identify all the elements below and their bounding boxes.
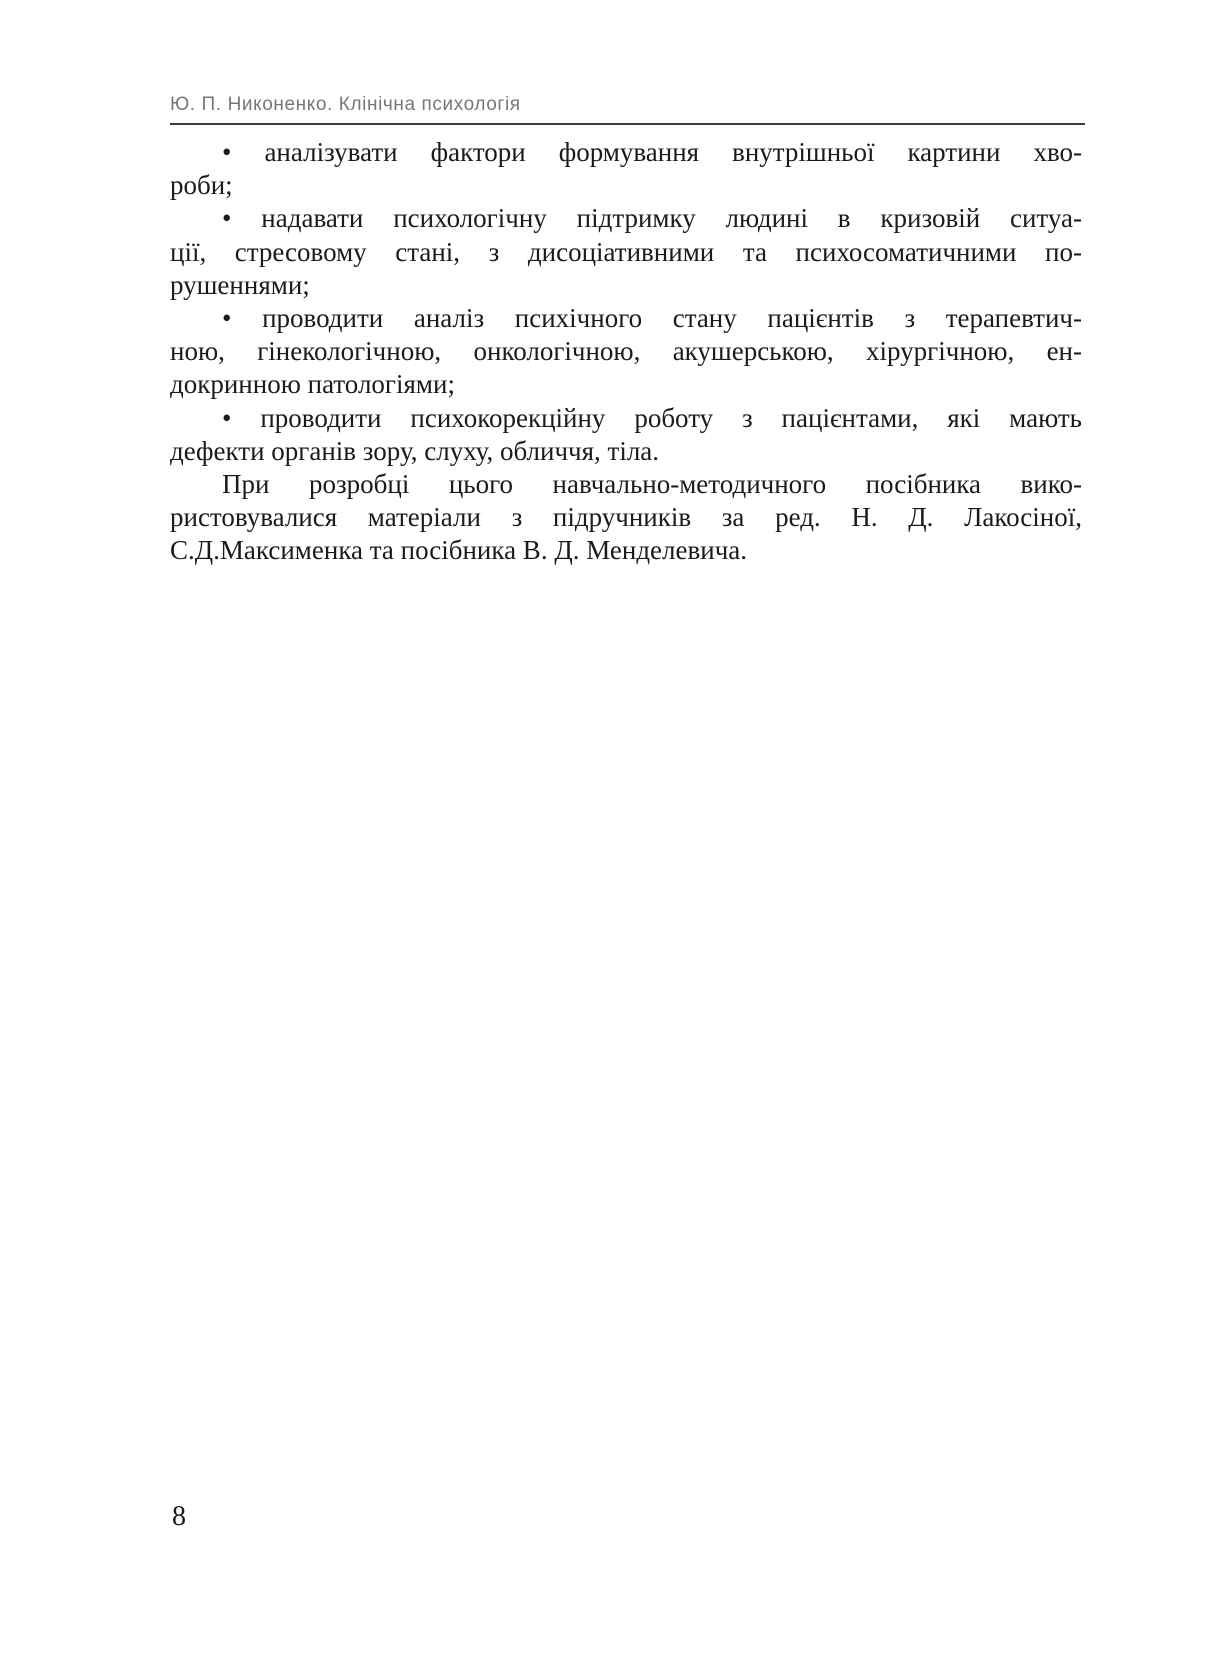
text-line: • проводити аналіз психічного стану пацієнтів з терапевтич- — [222, 303, 1082, 334]
page-number: 8 — [172, 1501, 186, 1532]
text-line: ції, стресовому стані, з дисоціативними та психосоматичними по- — [170, 236, 1082, 267]
paragraph — [170, 402, 1082, 468]
text-line: При розробці цього навчально-методичного посібника вико- — [222, 469, 1082, 500]
paragraph — [170, 468, 1082, 568]
paragraph — [170, 202, 1082, 302]
page-text — [170, 136, 1082, 568]
paragraph — [170, 136, 1082, 202]
text-line: роби; — [170, 170, 233, 201]
text-line: • надавати психологічну підтримку людині в кризовій ситуа- — [222, 203, 1082, 234]
text-line: ристовувалися матеріали з підручників за ред. Н. Д. Лакосіної, — [170, 502, 1082, 533]
header-rule — [170, 123, 1085, 125]
text-line: докринною патологіями; — [170, 369, 455, 400]
running-title: Ю. П. Никоненко. Клінічна психологія — [170, 94, 521, 115]
text-line: С.Д.Максименка та посібника В. Д. Менделевича. — [170, 535, 748, 566]
text-line: рушеннями; — [170, 269, 310, 300]
paragraph — [170, 302, 1082, 402]
text-line: • проводити психокорекційну роботу з пацієнтами, які мають — [222, 402, 1082, 433]
text-line: дефекти органів зору, слуху, обличчя, тіла. — [170, 435, 660, 466]
text-line: • аналізувати фактори формування внутрішньої картини хво- — [222, 137, 1082, 167]
text-line: ною, гінекологічною, онкологічною, акушерською, хірургічною, ен- — [170, 336, 1082, 367]
